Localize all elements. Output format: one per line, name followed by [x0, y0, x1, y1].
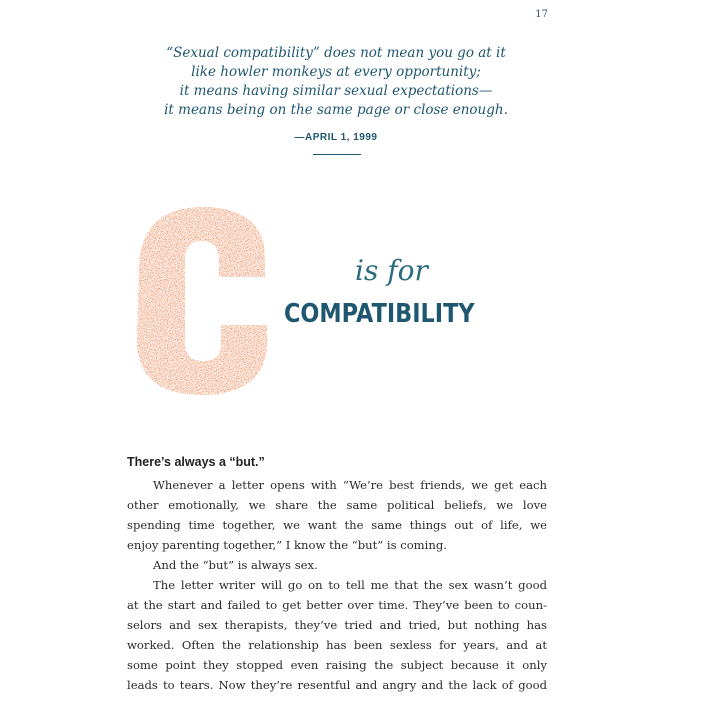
chapter-title: COMPATIBILITY	[284, 299, 475, 329]
epigraph-line: it means having similar sexual expectations—	[179, 83, 493, 99]
section-heading: There’s always a “but.”	[127, 455, 265, 469]
body-line: selors and sex therapists, they’ve tried and tried, but nothing has	[127, 618, 547, 632]
drop-cap-letter-c	[133, 205, 271, 397]
body-line: some point they stopped even raising the subject because it only	[127, 658, 547, 672]
body-line: enjoy parenting together,” I know the “but” is coming.	[127, 538, 447, 552]
body-line: at the start and failed to get better over time. They’ve been to coun-	[127, 598, 547, 612]
body-line: spending time together, we want the same things out of life, we	[127, 518, 547, 532]
epigraph-line: like howler monkeys at every opportunity;	[191, 64, 481, 80]
body-line: Whenever a letter opens with “We’re best friends, we get each	[153, 478, 547, 492]
epigraph-line: “Sexual compatibility” does not mean you go at it	[166, 45, 506, 61]
chapter-is-for: is for	[355, 254, 428, 287]
body-text	[127, 475, 547, 695]
body-line: And the “but” is always sex.	[153, 558, 318, 572]
body-line: worked. Often the relationship has been sexless for years, and at	[127, 638, 547, 652]
body-line: leads to tears. Now they’re resentful and angry and the lack of good	[127, 678, 547, 692]
epigraph-quote	[126, 44, 546, 120]
epigraph-divider	[313, 154, 361, 155]
epigraph-line: it means being on the same page or close enough.	[164, 102, 508, 118]
epigraph-date: —APRIL 1, 1999	[294, 132, 378, 143]
drop-cap-shape	[137, 207, 267, 395]
body-line: The letter writer will go on to tell me that the sex wasn’t good	[153, 578, 547, 592]
body-line: other emotionally, we share the same political beliefs, we love	[127, 498, 547, 512]
page-number: 17	[535, 9, 548, 20]
